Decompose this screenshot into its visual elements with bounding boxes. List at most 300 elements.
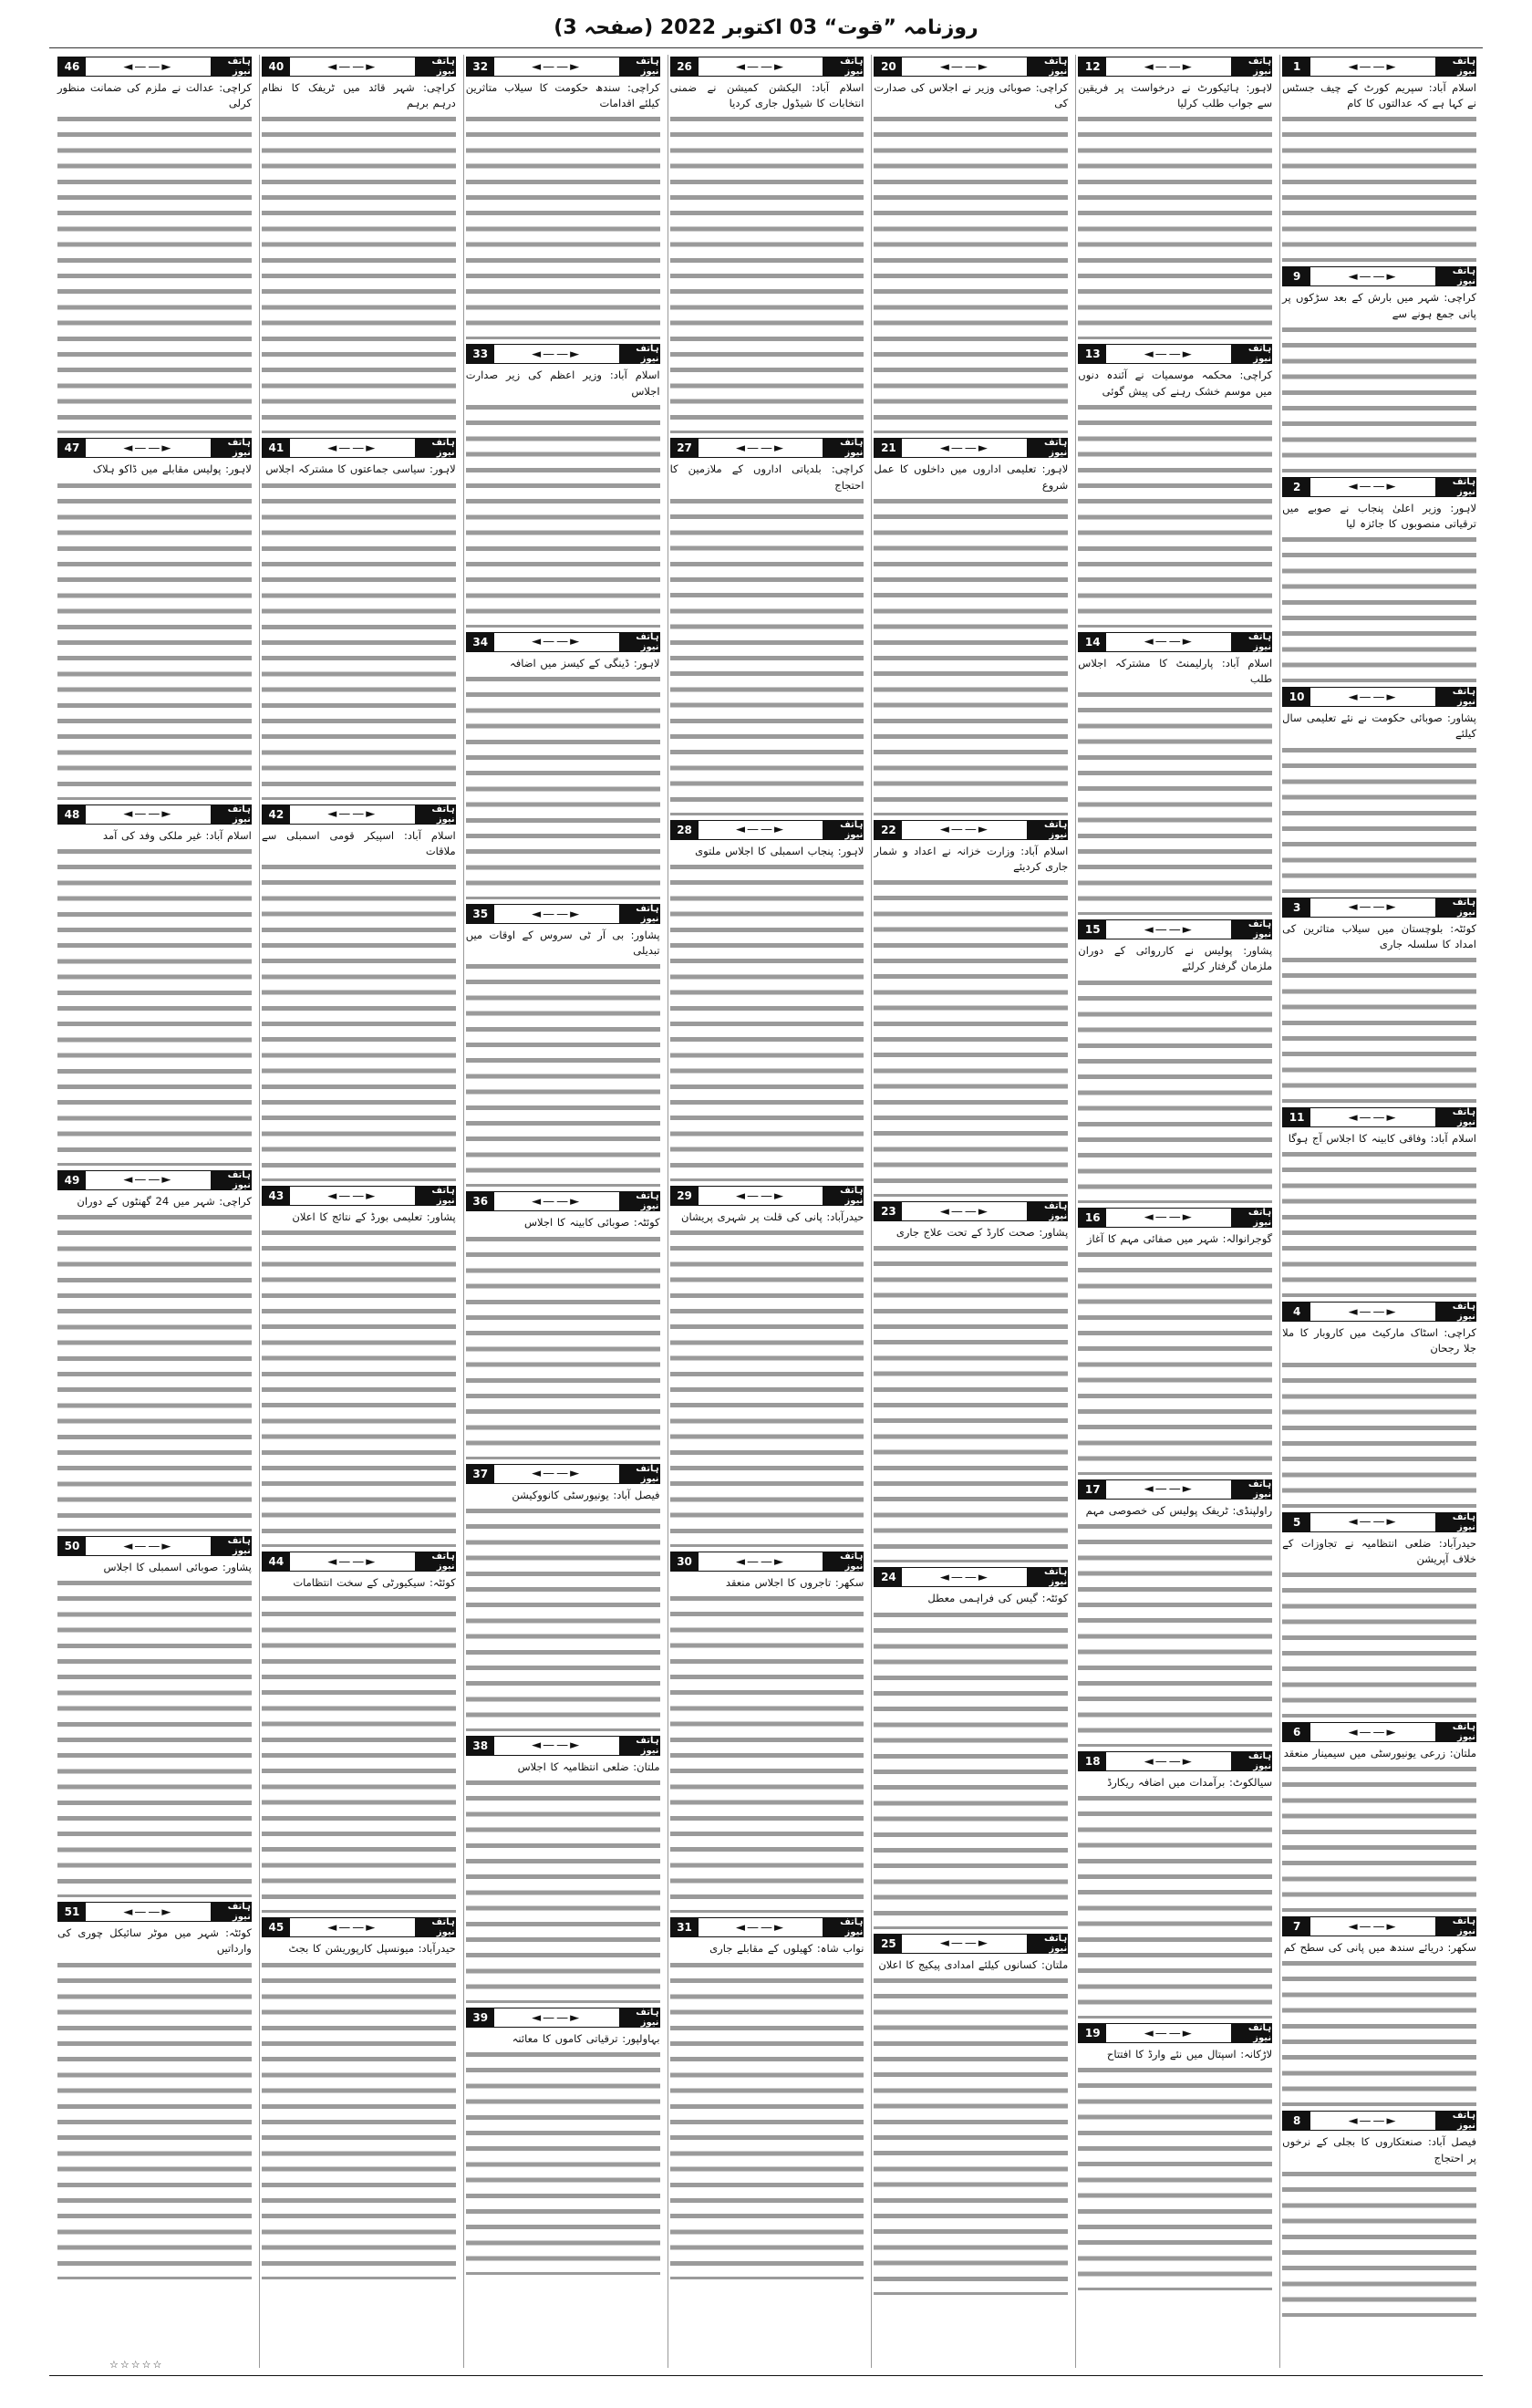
- story-lead: حیدرآباد: پانی کی قلت پر شہری پریشان: [681, 1210, 864, 1224]
- double-arrow-icon: ◄——►: [532, 1467, 582, 1481]
- story-body-lines: [1282, 322, 1476, 472]
- news-story: [57, 1536, 252, 1897]
- story-lead: لاہور: ڈینگی کے کیسز میں اضافہ: [510, 656, 660, 669]
- double-arrow-icon: ◄——►: [327, 1554, 378, 1569]
- story-lead: راولپنڈی: ٹریفک پولیس کی خصوصی مہم: [1085, 1503, 1273, 1517]
- story-number: 11: [1283, 1108, 1310, 1126]
- story-number: 14: [1079, 633, 1106, 651]
- story-header: [1282, 2111, 1476, 2131]
- section-tag: ہاتف نیوز: [619, 1192, 659, 1210]
- story-lead: اسلام آباد: سپریم کورٹ کے چیف جسٹس نے کہا ہے کہ عدالتوں کا کام: [1282, 81, 1476, 110]
- news-story: [262, 1552, 456, 1913]
- section-tag: ہاتف نیوز: [1231, 2024, 1271, 2042]
- double-arrow-icon: ◄——►: [939, 59, 989, 74]
- news-column-3: [871, 55, 1070, 2368]
- double-arrow-icon: ◄——►: [1144, 2026, 1194, 2040]
- story-number: 23: [875, 1202, 902, 1220]
- story-header: [1282, 1722, 1476, 1742]
- story-number: 5: [1283, 1513, 1310, 1531]
- section-tag: ہاتف نیوز: [1231, 633, 1271, 651]
- section-tag: ہاتف نیوز: [415, 57, 455, 76]
- news-story: [874, 1934, 1068, 2295]
- story-body-lines: [466, 1775, 660, 2003]
- double-arrow-icon: ◄——►: [1348, 59, 1398, 74]
- story-lead: کراچی: شہر میں 24 گھنٹوں کے دوران: [77, 1194, 252, 1208]
- news-story: [1078, 1479, 1272, 1747]
- section-tag: ہاتف نیوز: [619, 57, 659, 76]
- story-header: [1282, 1512, 1476, 1532]
- story-number: 4: [1283, 1303, 1310, 1321]
- story-body-lines: [57, 1957, 252, 2279]
- story-lead: کراچی: شہر میں بارش کے بعد سڑکوں پر پانی جمع ہونے سے: [1282, 291, 1476, 320]
- section-tag: ہاتف نیوز: [1435, 57, 1475, 76]
- story-number: 47: [58, 439, 86, 457]
- story-body-lines: [262, 859, 456, 1181]
- story-header: [670, 1186, 864, 1206]
- section-tag: ہاتف نیوز: [1435, 1108, 1475, 1126]
- story-body-lines: [1282, 532, 1476, 682]
- story-number: 37: [467, 1465, 494, 1483]
- story-number: 27: [671, 439, 699, 457]
- double-arrow-icon: ◄——►: [327, 441, 378, 455]
- news-story: [57, 1170, 252, 1531]
- story-header: [1078, 632, 1272, 652]
- story-header: [57, 1536, 252, 1556]
- double-arrow-icon: ◄——►: [123, 1905, 173, 1919]
- story-number: 26: [671, 57, 699, 76]
- news-story: [670, 438, 864, 815]
- section-tag: ہاتف نیوز: [211, 57, 251, 76]
- section-tag: ہاتف نیوز: [823, 1918, 863, 1936]
- story-number: 48: [58, 805, 86, 824]
- section-tag: ہاتف نیوز: [1435, 1303, 1475, 1321]
- story-lead: کوئٹہ: سیکیورٹی کے سخت انتظامات: [293, 1576, 456, 1590]
- news-story: [1078, 919, 1272, 1202]
- double-arrow-icon: ◄——►: [123, 59, 173, 74]
- news-story: [670, 1552, 864, 1913]
- double-arrow-icon: ◄——►: [1144, 922, 1194, 937]
- story-header: [1078, 344, 1272, 364]
- story-lead: فیصل آباد: صنعتکاروں کا بجلی کے نرخوں پر احتجاج: [1282, 2135, 1476, 2164]
- story-body-lines: [262, 478, 456, 800]
- story-body-lines: [1078, 1790, 1272, 2019]
- news-story: [874, 57, 1068, 433]
- story-header: [1078, 2023, 1272, 2043]
- section-tag: ہاتف نیوز: [619, 345, 659, 363]
- story-lead: حیدرآباد: میونسپل کارپوریشن کا بجٹ: [288, 1942, 456, 1956]
- double-arrow-icon: ◄——►: [123, 807, 173, 822]
- story-lead: لاہور: وزیر اعلیٰ پنجاب نے صوبے میں ترقیاتی منصوبوں کا جائزہ لیا: [1282, 501, 1476, 531]
- double-arrow-icon: ◄——►: [1348, 1110, 1398, 1125]
- section-tag: ہاتف نیوز: [1435, 1513, 1475, 1531]
- story-header: [874, 820, 1068, 840]
- news-story: [670, 1186, 864, 1547]
- story-number: 46: [58, 57, 86, 76]
- story-header: [466, 1191, 660, 1211]
- news-story: [1282, 266, 1476, 472]
- story-header: [670, 1917, 864, 1937]
- story-number: 25: [875, 1935, 902, 1953]
- news-story: [1078, 1208, 1272, 1475]
- story-body-lines: [874, 493, 1068, 815]
- story-header: [57, 57, 252, 77]
- story-number: 1: [1283, 57, 1310, 76]
- story-header: [1282, 477, 1476, 497]
- story-body-lines: [874, 1607, 1068, 1929]
- story-lead: ملتان: زرعی یونیورسٹی میں سیمینار منعقد: [1283, 1747, 1476, 1760]
- story-body-lines: [874, 111, 1068, 433]
- section-tag: ہاتف نیوز: [211, 439, 251, 457]
- news-story: [466, 2008, 660, 2275]
- story-body-lines: [1078, 1519, 1272, 1747]
- section-tag: ہاتف نیوز: [211, 1903, 251, 1921]
- news-story: [57, 438, 252, 799]
- section-tag: ہاتف نیوز: [1027, 57, 1067, 76]
- double-arrow-icon: ◄——►: [1348, 1515, 1398, 1530]
- double-arrow-icon: ◄——►: [327, 807, 378, 822]
- story-number: 3: [1283, 898, 1310, 917]
- news-story: [262, 57, 456, 433]
- story-lead: پشاور: صحت کارڈ کے تحت علاج جاری: [895, 1226, 1069, 1240]
- story-lead: لاڑکانہ: اسپتال میں نئے وارڈ کا افتتاح: [1106, 2048, 1273, 2061]
- story-header: [1078, 1208, 1272, 1228]
- footer-stars: ☆☆☆☆☆: [109, 2359, 164, 2371]
- story-body-lines: [262, 1591, 456, 1913]
- story-number: 43: [263, 1187, 290, 1205]
- story-body-lines: [57, 844, 252, 1166]
- news-column-7: [56, 55, 254, 2368]
- double-arrow-icon: ◄——►: [1144, 1210, 1194, 1225]
- story-number: 44: [263, 1552, 290, 1571]
- double-arrow-icon: ◄——►: [1348, 690, 1398, 704]
- news-story: [1282, 687, 1476, 892]
- double-arrow-icon: ◄——►: [1348, 1725, 1398, 1739]
- story-header: [466, 1464, 660, 1484]
- story-lead: اسلام آباد: الیکشن کمیشن نے ضمنی انتخابات کا شیڈول جاری کردیا: [669, 81, 864, 110]
- page-masthead: روزنامہ ”قوت“ 03 اکتوبر 2022 (صفحہ 3): [554, 16, 978, 39]
- news-story: [466, 1736, 660, 2003]
- story-number: 24: [875, 1568, 902, 1586]
- news-story: [57, 804, 252, 1166]
- story-lead: گوجرانوالہ: شہر میں صفائی مہم کا آغاز: [1086, 1231, 1273, 1245]
- story-body-lines: [57, 478, 252, 800]
- story-body-lines: [466, 111, 660, 339]
- section-tag: ہاتف نیوز: [1231, 1209, 1271, 1227]
- section-tag: ہاتف نیوز: [619, 1465, 659, 1483]
- double-arrow-icon: ◄——►: [735, 1554, 785, 1569]
- news-story: [262, 438, 456, 799]
- story-number: 19: [1079, 2024, 1106, 2042]
- story-body-lines: [1078, 2062, 1272, 2290]
- section-tag: ہاتف نیوز: [1027, 1568, 1067, 1586]
- section-tag: ہاتف نیوز: [619, 905, 659, 923]
- story-lead: اسلام آباد: وزارت خزانہ نے اعداد و شمار جاری کردیئے: [874, 844, 1069, 874]
- story-header: [262, 438, 456, 458]
- news-story: [262, 804, 456, 1181]
- story-body-lines: [1282, 952, 1476, 1103]
- double-arrow-icon: ◄——►: [532, 2010, 582, 2025]
- double-arrow-icon: ◄——►: [1144, 1482, 1194, 1497]
- story-header: [262, 1552, 456, 1572]
- section-tag: ہاتف نیوز: [415, 1552, 455, 1571]
- story-header: [57, 1170, 252, 1190]
- double-arrow-icon: ◄——►: [1348, 2113, 1398, 2128]
- story-body-lines: [670, 1957, 864, 2279]
- story-lead: لاہور: ہائیکورٹ نے درخواست پر فریقین سے جواب طلب کرلیا: [1078, 81, 1273, 110]
- news-story: [1282, 57, 1476, 262]
- news-story: [874, 820, 1068, 1197]
- section-tag: ہاتف نیوز: [1435, 1723, 1475, 1741]
- story-body-lines: [1282, 1761, 1476, 1912]
- story-body-lines: [670, 493, 864, 815]
- section-tag: ہاتف نیوز: [1027, 1202, 1067, 1220]
- news-story: [874, 1567, 1068, 1928]
- double-arrow-icon: ◄——►: [123, 1539, 173, 1553]
- story-header: [57, 1902, 252, 1922]
- story-header: [466, 904, 660, 924]
- story-header: [466, 57, 660, 77]
- story-header: [1282, 266, 1476, 286]
- story-lead: سیالکوٹ: برآمدات میں اضافہ ریکارڈ: [1107, 1776, 1273, 1790]
- news-story: [1282, 1916, 1476, 2106]
- double-arrow-icon: ◄——►: [327, 59, 378, 74]
- news-story: [670, 1917, 864, 2278]
- story-lead: اسلام آباد: وزیر اعظم کی زیر صدارت اجلاس: [465, 368, 660, 398]
- story-header: [262, 1917, 456, 1937]
- story-body-lines: [670, 859, 864, 1181]
- news-story: [466, 632, 660, 899]
- story-body-lines: [466, 400, 660, 628]
- story-lead: کراچی: بلدیاتی اداروں کے ملازمین کا احتجاج: [669, 462, 864, 492]
- double-arrow-icon: ◄——►: [1348, 480, 1398, 494]
- story-lead: لاہور: تعلیمی اداروں میں داخلوں کا عمل شروع: [874, 462, 1069, 492]
- news-column-2: [1075, 55, 1274, 2368]
- section-tag: ہاتف نیوز: [1027, 821, 1067, 839]
- story-header: [670, 820, 864, 840]
- story-header: [466, 344, 660, 364]
- story-body-lines: [466, 1503, 660, 1731]
- story-body-lines: [874, 1240, 1068, 1562]
- double-arrow-icon: ◄——►: [735, 823, 785, 837]
- story-number: 31: [671, 1918, 699, 1936]
- story-body-lines: [57, 1209, 252, 1531]
- news-story: [1078, 1751, 1272, 2019]
- double-arrow-icon: ◄——►: [735, 1920, 785, 1935]
- section-tag: ہاتف نیوز: [1435, 2112, 1475, 2130]
- story-body-lines: [466, 2047, 660, 2275]
- story-lead: فیصل آباد: یونیورسٹی کانووکیشن: [512, 1488, 660, 1501]
- story-number: 10: [1283, 688, 1310, 706]
- story-number: 38: [467, 1737, 494, 1755]
- story-lead: اسلام آباد: وفاقی کابینہ کا اجلاس آج ہوگا: [1288, 1132, 1476, 1146]
- story-number: 16: [1079, 1209, 1106, 1227]
- story-header: [874, 1567, 1068, 1587]
- bottom-rule: [49, 2375, 1483, 2376]
- double-arrow-icon: ◄——►: [939, 441, 989, 455]
- story-lead: پشاور: صوبائی اسمبلی کا اجلاس: [103, 1561, 252, 1574]
- story-number: 29: [671, 1187, 699, 1205]
- story-body-lines: [1078, 1247, 1272, 1475]
- double-arrow-icon: ◄——►: [1348, 900, 1398, 915]
- story-number: 39: [467, 2008, 494, 2027]
- story-body-lines: [262, 1957, 456, 2279]
- section-tag: ہاتف نیوز: [415, 439, 455, 457]
- story-number: 2: [1283, 478, 1310, 496]
- news-story: [466, 904, 660, 1187]
- story-body-lines: [1282, 1357, 1476, 1508]
- story-number: 40: [263, 57, 290, 76]
- story-body-lines: [1282, 1567, 1476, 1718]
- double-arrow-icon: ◄——►: [1348, 1304, 1398, 1319]
- section-tag: ہاتف نیوز: [823, 439, 863, 457]
- story-body-lines: [1282, 742, 1476, 893]
- double-arrow-icon: ◄——►: [939, 1570, 989, 1584]
- story-lead: کوئٹہ: گیس کی فراہمی معطل: [927, 1592, 1069, 1605]
- story-body-lines: [262, 111, 456, 433]
- story-lead: کراچی: اسٹاک مارکیٹ میں کاروبار کا ملا جلا رجحان: [1282, 1326, 1476, 1355]
- news-story: [466, 1464, 660, 1731]
- double-arrow-icon: ◄——►: [939, 823, 989, 837]
- section-tag: ہاتف نیوز: [1435, 267, 1475, 285]
- story-body-lines: [670, 1591, 864, 1913]
- story-lead: کراچی: شہر قائد میں ٹریفک کا نظام درہم برہم: [261, 81, 456, 110]
- story-lead: کوئٹہ: صوبائی کابینہ کا اجلاس: [524, 1216, 660, 1230]
- story-number: 9: [1283, 267, 1310, 285]
- story-header: [874, 438, 1068, 458]
- news-story: [670, 820, 864, 1181]
- double-arrow-icon: ◄——►: [939, 1936, 989, 1951]
- story-number: 30: [671, 1552, 699, 1571]
- news-story: [1282, 1107, 1476, 1297]
- story-lead: لاہور: سیاسی جماعتوں کا مشترکہ اجلاس: [265, 462, 456, 476]
- story-number: 6: [1283, 1723, 1310, 1741]
- story-body-lines: [1078, 975, 1272, 1203]
- double-arrow-icon: ◄——►: [532, 347, 582, 361]
- news-story: [262, 1186, 456, 1547]
- story-number: 51: [58, 1903, 86, 1921]
- section-tag: ہاتف نیوز: [1027, 1935, 1067, 1953]
- section-tag: ہاتف نیوز: [1231, 345, 1271, 363]
- section-tag: ہاتف نیوز: [1435, 898, 1475, 917]
- section-tag: ہاتف نیوز: [211, 1537, 251, 1555]
- story-lead: ملتان: ضلعی انتظامیہ کا اجلاس: [517, 1759, 660, 1773]
- story-header: [1282, 1916, 1476, 1936]
- story-header: [1282, 687, 1476, 707]
- story-header: [874, 57, 1068, 77]
- story-header: [57, 804, 252, 825]
- section-tag: ہاتف نیوز: [1231, 57, 1271, 76]
- news-story: [1078, 2023, 1272, 2290]
- story-header: [1282, 57, 1476, 77]
- story-number: 49: [58, 1171, 86, 1189]
- news-column-1: [1279, 55, 1478, 2368]
- story-header: [1078, 919, 1272, 939]
- double-arrow-icon: ◄——►: [1348, 269, 1398, 284]
- story-lead: سکھر: دریائے سندھ میں پانی کی سطح کم: [1283, 1941, 1476, 1955]
- news-story: [1282, 1512, 1476, 1718]
- section-tag: ہاتف نیوز: [619, 1737, 659, 1755]
- story-body-lines: [670, 111, 864, 433]
- story-header: [466, 632, 660, 652]
- story-lead: لاہور: پنجاب اسمبلی کا اجلاس ملتوی: [695, 844, 864, 857]
- story-body-lines: [466, 671, 660, 899]
- section-tag: ہاتف نیوز: [1231, 1752, 1271, 1770]
- story-header: [262, 804, 456, 825]
- double-arrow-icon: ◄——►: [1348, 1919, 1398, 1934]
- story-body-lines: [466, 959, 660, 1187]
- story-body-lines: [1282, 1956, 1476, 2106]
- story-body-lines: [57, 1575, 252, 1897]
- section-tag: ہاتف نیوز: [415, 1918, 455, 1936]
- section-tag: ہاتف نیوز: [1435, 478, 1475, 496]
- story-header: [1282, 898, 1476, 918]
- section-tag: ہاتف نیوز: [823, 821, 863, 839]
- news-story: [1282, 2111, 1476, 2316]
- section-tag: ہاتف نیوز: [619, 2008, 659, 2027]
- story-number: 41: [263, 439, 290, 457]
- news-story: [1282, 1722, 1476, 1912]
- story-body-lines: [1282, 1147, 1476, 1297]
- double-arrow-icon: ◄——►: [1144, 635, 1194, 649]
- story-number: 8: [1283, 2112, 1310, 2130]
- section-tag: ہاتف نیوز: [823, 1552, 863, 1571]
- story-header: [874, 1934, 1068, 1954]
- story-number: 17: [1079, 1480, 1106, 1499]
- story-lead: حیدرآباد: ضلعی انتظامیہ نے تجاوزات کے خلاف آپریشن: [1282, 1536, 1476, 1565]
- story-number: 42: [263, 805, 290, 824]
- story-header: [670, 57, 864, 77]
- story-lead: پشاور: بی آر ٹی سروس کے اوقات میں تبدیلی: [465, 929, 660, 958]
- story-number: 13: [1079, 345, 1106, 363]
- news-story: [262, 1917, 456, 2278]
- story-number: 22: [875, 821, 902, 839]
- news-story: [1282, 477, 1476, 682]
- story-body-lines: [1282, 111, 1476, 262]
- story-lead: نواب شاہ: کھیلوں کے مقابلے جاری: [709, 1942, 864, 1956]
- story-lead: بہاولپور: ترقیاتی کاموں کا معائنہ: [512, 2032, 660, 2046]
- story-lead: اسلام آباد: غیر ملکی وفد کی آمد: [102, 828, 252, 842]
- section-tag: ہاتف نیوز: [823, 57, 863, 76]
- story-number: 35: [467, 905, 494, 923]
- story-lead: کراچی: سندھ حکومت کا سیلاب متاثرین کیلئے اقدامات: [465, 81, 660, 110]
- section-tag: ہاتف نیوز: [1027, 439, 1067, 457]
- story-body-lines: [670, 1225, 864, 1547]
- story-header: [262, 1186, 456, 1206]
- double-arrow-icon: ◄——►: [123, 1173, 173, 1188]
- double-arrow-icon: ◄——►: [1144, 59, 1194, 74]
- story-number: 20: [875, 57, 902, 76]
- story-header: [874, 1201, 1068, 1221]
- story-number: 15: [1079, 920, 1106, 939]
- section-tag: ہاتف نیوز: [211, 805, 251, 824]
- story-number: 21: [875, 439, 902, 457]
- story-lead: سکھر: تاجروں کا اجلاس منعقد: [725, 1576, 864, 1590]
- double-arrow-icon: ◄——►: [123, 441, 173, 455]
- story-lead: اسلام آباد: پارلیمنٹ کا مشترکہ اجلاس طلب: [1078, 656, 1273, 686]
- news-column-4: [668, 55, 866, 2368]
- story-header: [670, 438, 864, 458]
- double-arrow-icon: ◄——►: [939, 1204, 989, 1219]
- story-number: 18: [1079, 1752, 1106, 1770]
- double-arrow-icon: ◄——►: [327, 1188, 378, 1203]
- story-header: [670, 1552, 864, 1572]
- news-story: [874, 1201, 1068, 1562]
- section-tag: ہاتف نیوز: [1231, 1480, 1271, 1499]
- section-tag: ہاتف نیوز: [415, 1187, 455, 1205]
- section-tag: ہاتف نیوز: [823, 1187, 863, 1205]
- section-tag: ہاتف نیوز: [1435, 688, 1475, 706]
- double-arrow-icon: ◄——►: [327, 1920, 378, 1935]
